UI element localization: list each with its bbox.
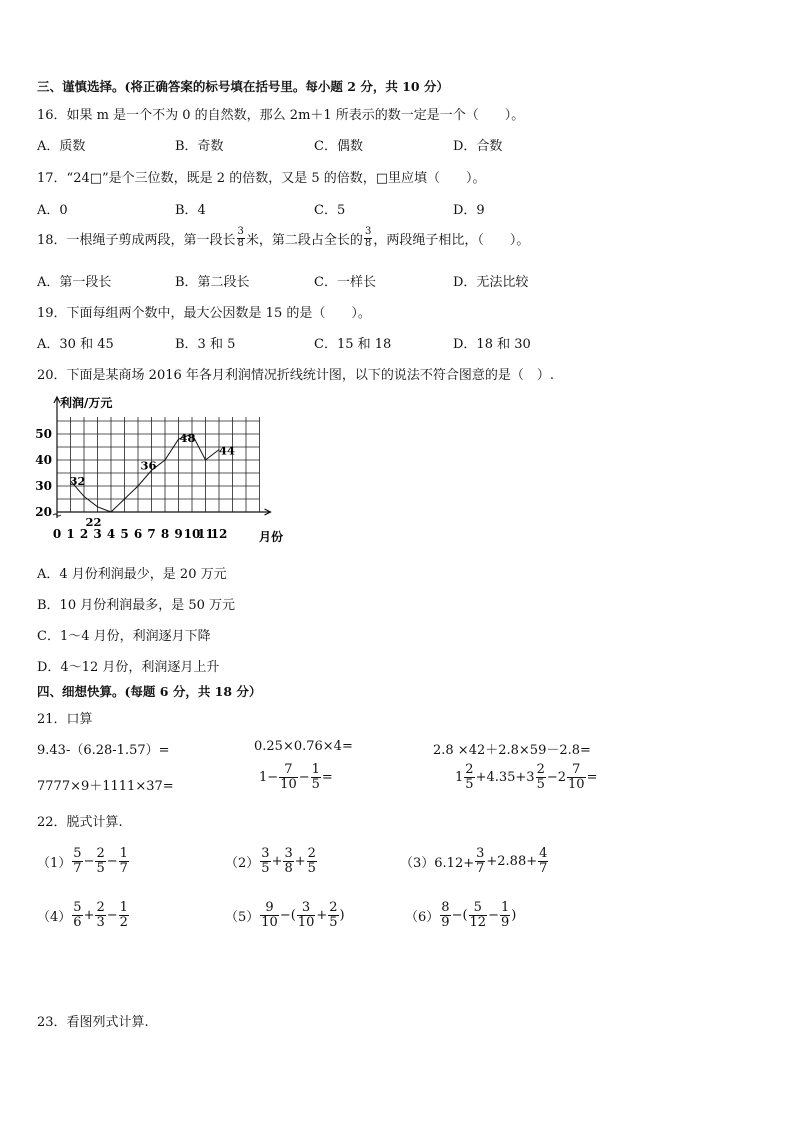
x-tick-labels (53, 527, 228, 541)
question-23-label: 23．看图列式计算. (37, 1015, 149, 1030)
q18-option-a: A．第一段长 (37, 275, 112, 290)
data-point-label: 22 (85, 514, 102, 529)
q22-problem-4: （4） $\frac{5}{6}$ + $\frac{2}{3}$ − $\frac{1}{2}$ (37, 900, 128, 930)
q18-stem-c: ，两段绳子相比，（ ）。 (373, 232, 530, 248)
q21-expr-2: 0.25×0.76×4= (254, 739, 353, 754)
q19-option-c: C．15 和 18 (314, 337, 392, 352)
q16-option-b: B．奇数 (175, 139, 224, 154)
x-axis-label: 月份 (259, 530, 284, 544)
q21-expr-6: 1 $\frac{2}{5}$ +4.35+3 $\frac{2}{5}$ −2 $\frac{7}{10}$ = (455, 762, 598, 792)
y-tick-label: 20 (35, 505, 52, 519)
q20-option-a: A．4 月份利润最少，是 20 万元 (37, 567, 227, 582)
q17-option-d: D．9 (453, 203, 485, 218)
q20-option-c: C．1～4 月份，利润逐月下降 (37, 629, 211, 644)
q18-fraction-2: $\frac{3}{8}$ (364, 226, 372, 249)
y-tick-label: 30 (35, 479, 52, 493)
data-point-label: 48 (179, 431, 196, 446)
q19-option-d: D．18 和 30 (453, 337, 531, 352)
x-tick-label: 4 (106, 527, 116, 541)
q22-problem-5: （5） $\frac{9}{10}$ −( $\frac{3}{10}$ + $\frac{2}{5}$ ) (225, 900, 345, 930)
q17-option-a: A．0 (37, 203, 68, 218)
x-tick-label: 8 (160, 527, 170, 541)
axis-break-mark (53, 514, 61, 516)
q19-option-b: B．3 和 5 (175, 337, 236, 352)
q18-option-c: C．一样长 (314, 275, 376, 290)
question-17-stem: 17．“24□”是个三位数，既是 2 的倍数，又是 5 的倍数，□里应填（ ）。 (37, 171, 486, 186)
q18-stem-a: 18．一根绳子剪成两段，第一段长 (37, 232, 236, 248)
profit-line-chart (30, 390, 300, 550)
q16-option-d: D．合数 (453, 139, 503, 154)
x-tick-label: 0 (52, 527, 62, 541)
x-tick-label: 10 (183, 527, 201, 541)
x-tick-label: 3 (93, 527, 102, 541)
q21-expr-3: 2.8 ×42＋2.8×59－2.8= (433, 743, 591, 758)
question-22-label: 22．脱式计算. (37, 815, 123, 830)
q18-fraction-1: $\frac{3}{8}$ (237, 226, 244, 249)
x-tick-label: 12 (210, 527, 228, 541)
section-3-title: 三、谨慎选择。(将正确答案的标号填在括号里。每小题 2 分，共 10 分） (37, 79, 449, 94)
q16-option-a: A．质数 (37, 139, 86, 154)
chart-grid (57, 417, 260, 512)
chart-axes (53, 397, 271, 518)
x-tick-label: 11 (197, 527, 214, 541)
question-20-stem: 20．下面是某商场 2016 年各月利润情况折线统计图，以下的说法不符合图意的是（ ）. (37, 368, 555, 383)
section-4-title: 四、细想快算。(每题 6 分，共 18 分） (37, 684, 262, 699)
x-tick-label: 9 (174, 527, 183, 541)
data-point-label: 36 (140, 458, 157, 473)
x-tick-label: 7 (147, 527, 156, 541)
q16-option-c: C．偶数 (314, 139, 363, 154)
y-tick-label: 50 (35, 427, 52, 441)
q20-option-d: D．4～12 月份，利润逐月上升 (37, 660, 220, 675)
question-21-label: 21．口算 (37, 712, 93, 727)
y-axis-label: 利润/万元 (60, 396, 113, 410)
x-tick-label: 5 (120, 527, 129, 541)
x-tick-label: 1 (66, 527, 75, 541)
q20-option-b: B．10 月份利润最多，是 50 万元 (37, 598, 236, 613)
q22-problem-3: （3）6.12+ $\frac{3}{7}$ +2.88+ $\frac{4}{7}$ (400, 846, 548, 876)
q18-stem-b: 米，第二段占全长的 (245, 232, 363, 248)
question-16-stem: 16．如果 m 是一个不为 0 的自然数，那么 2m＋1 所表示的数一定是一个（ ）。 (37, 108, 525, 123)
q21-expr-1: 9.43-（6.28-1.57）= (37, 743, 170, 758)
point-labels (70, 431, 236, 529)
data-point-label: 44 (219, 443, 236, 458)
x-tick-label: 2 (79, 527, 89, 541)
question-19-stem: 19．下面每组两个数中，最大公因数是 15 的是（ ）。 (37, 306, 371, 321)
data-point-label: 32 (69, 473, 86, 488)
y-tick-labels (35, 427, 52, 519)
q17-option-c: C．5 (314, 203, 346, 218)
q17-option-b: B．4 (175, 203, 206, 218)
q21-expr-5: 1− $\frac{7}{10}$ − $\frac{1}{5}$ = (259, 762, 333, 792)
y-tick-label: 40 (35, 453, 52, 467)
q21-expr-4: 7777×9＋1111×37= (37, 779, 174, 794)
q18-option-d: D．无法比较 (453, 275, 529, 290)
q22-problem-2: （2） $\frac{3}{5}$ + $\frac{3}{8}$ + $\frac{2}{5}$ (225, 846, 316, 876)
q19-option-a: A．30 和 45 (37, 337, 114, 352)
q22-problem-6: （6） $\frac{8}{9}$ −( $\frac{5}{12}$ − $\frac{1}{9}$ ) (405, 900, 517, 930)
x-tick-label: 6 (133, 527, 143, 541)
q22-problem-1: （1） $\frac{5}{7}$ − $\frac{2}{5}$ − $\frac{1}{7}$ (37, 846, 128, 876)
q18-option-b: B．第二段长 (175, 275, 250, 290)
question-18-stem (37, 227, 529, 249)
